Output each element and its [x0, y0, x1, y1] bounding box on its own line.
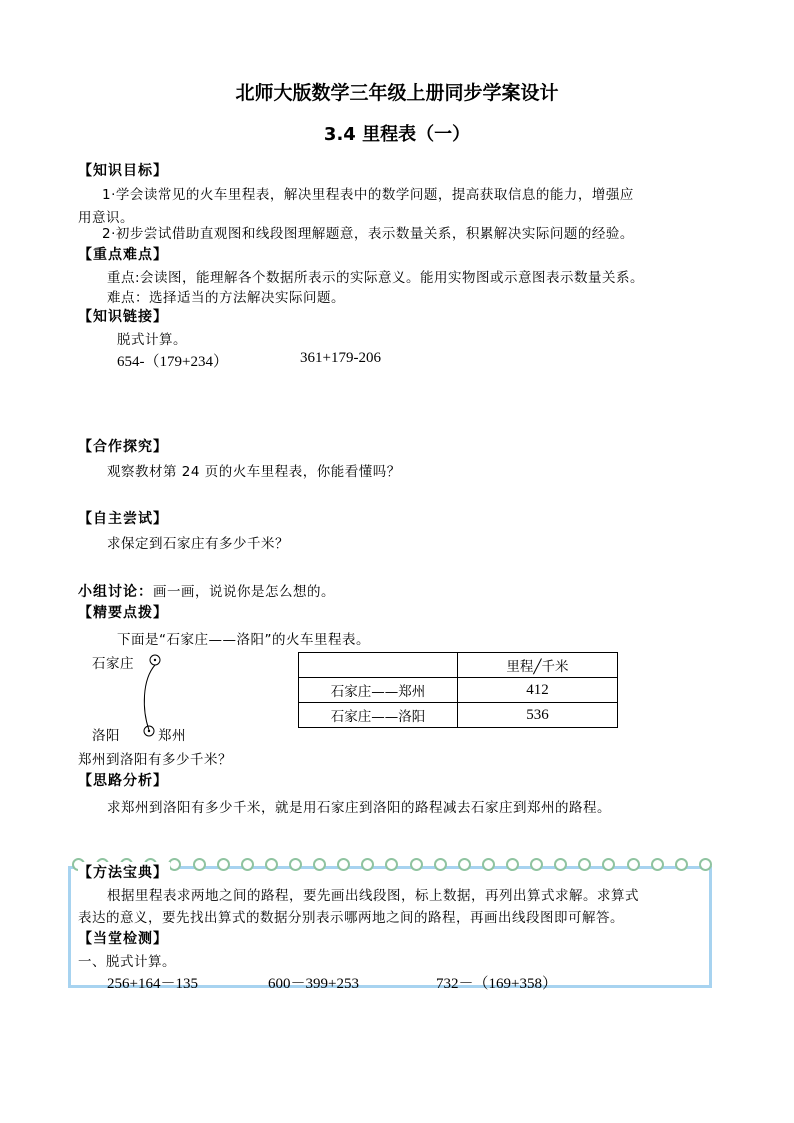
knowledge-link-expr-2: 361+179-206	[300, 350, 381, 366]
ring-icon	[482, 858, 495, 871]
self-try-text: 求保定到石家庄有多少千米？	[107, 536, 289, 552]
lesson-title: 3.4 里程表（一）	[323, 124, 471, 145]
table-header-distance: 里程╱千米	[458, 653, 618, 678]
classroom-test-expr-2: 600－399+253	[268, 976, 359, 992]
cooperation-heading: 【合作探究】	[78, 439, 168, 455]
ring-icon	[458, 858, 471, 871]
ring-icon	[410, 858, 423, 871]
ring-icon	[313, 858, 326, 871]
station-label-shijiazhuang: 石家庄	[92, 656, 134, 672]
classroom-test-instruction: 一、脱式计算。	[78, 954, 176, 970]
group-discussion	[78, 580, 335, 601]
ring-icon	[168, 858, 181, 871]
table-cell-distance: 412	[458, 678, 618, 703]
ring-icon	[361, 858, 374, 871]
method-line-1: 根据里程表求两地之间的路程，要先画出线段图，标上数据，再列出算式求解。求算式	[107, 888, 639, 904]
method-heading: 【方法宝典】	[78, 862, 170, 882]
knowledge-goal-2: 2·初步尝试借助直观图和线段图理解题意，表示数量关系，积累解决实际问题的经验。	[102, 226, 634, 242]
key-guidance-heading: 【精要点拨】	[78, 605, 168, 621]
ring-icon	[578, 858, 591, 871]
ring-icon	[602, 858, 615, 871]
document-title: 北师大版数学三年级上册同步学案设计	[235, 82, 559, 104]
route-line	[144, 665, 155, 730]
table-cell-route: 石家庄——洛阳	[299, 703, 458, 728]
key-guidance-intro: 下面是“石家庄——洛阳”的火车里程表。	[117, 632, 370, 648]
key-point: 重点:会读图，能理解各个数据所表示的实际意义。能用实物图或示意图表示数量关系。	[107, 270, 645, 286]
analysis-text: 求郑州到洛阳有多少千米，就是用石家庄到洛阳的路程减去石家庄到郑州的路程。	[107, 800, 611, 816]
cooperation-text: 观察教材第 24 页的火车里程表，你能看懂吗？	[107, 464, 401, 480]
self-try-heading: 【自主尝试】	[78, 511, 168, 527]
knowledge-goals-heading: 【知识目标】	[78, 163, 168, 179]
classroom-test-expr-3: 732－（169+358）	[436, 976, 557, 992]
station-label-luoyang: 洛阳	[92, 728, 120, 744]
table-row	[299, 678, 618, 703]
table-header-row	[299, 653, 618, 678]
table-cell-distance: 536	[458, 703, 618, 728]
difficulty-point: 难点：选择适当的方法解决实际问题。	[107, 290, 345, 306]
knowledge-link-expr-1: 654-（179+234）	[117, 354, 228, 370]
ring-icon	[434, 858, 447, 871]
ring-icon	[699, 858, 712, 871]
group-discussion-label: 小组讨论：	[78, 584, 153, 600]
classroom-test-heading: 【当堂检测】	[78, 931, 168, 947]
knowledge-link-instruction: 脱式计算。	[117, 332, 187, 348]
key-points-heading: 【重点难点】	[78, 247, 168, 263]
station-label-zhengzhou: 郑州	[158, 728, 186, 744]
knowledge-goal-1: 1·学会读常见的火车里程表，解决里程表中的数学问题，提高获取信息的能力，增强应	[102, 187, 634, 203]
knowledge-goal-1-cont: 用意识。	[78, 210, 134, 226]
ring-icon	[385, 858, 398, 871]
ring-icon	[289, 858, 302, 871]
group-discussion-text: 画一画，说说你是怎么想的。	[153, 584, 335, 600]
mileage-table	[298, 652, 618, 728]
method-line-2: 表达的意义，要先找出算式的数据分别表示哪两地之间的路程，再画出线段图即可解答。	[78, 910, 624, 926]
ring-icon	[530, 858, 543, 871]
key-guidance-question: 郑州到洛阳有多少千米？	[78, 752, 232, 768]
ring-icon	[506, 858, 519, 871]
analysis-heading: 【思路分析】	[78, 773, 168, 789]
ring-icon	[193, 858, 206, 871]
ring-icon	[651, 858, 664, 871]
classroom-test-expr-1: 256+164－135	[107, 976, 198, 992]
table-cell-route: 石家庄——郑州	[299, 678, 458, 703]
ring-icon	[337, 858, 350, 871]
ring-icon	[265, 858, 278, 871]
ring-icon	[241, 858, 254, 871]
ring-icon	[217, 858, 230, 871]
route-diagram	[138, 650, 168, 740]
ring-icon	[675, 858, 688, 871]
table-row	[299, 703, 618, 728]
ring-icon	[554, 858, 567, 871]
table-header-empty	[299, 653, 458, 678]
knowledge-link-heading: 【知识链接】	[78, 309, 168, 325]
ring-icon	[627, 858, 640, 871]
